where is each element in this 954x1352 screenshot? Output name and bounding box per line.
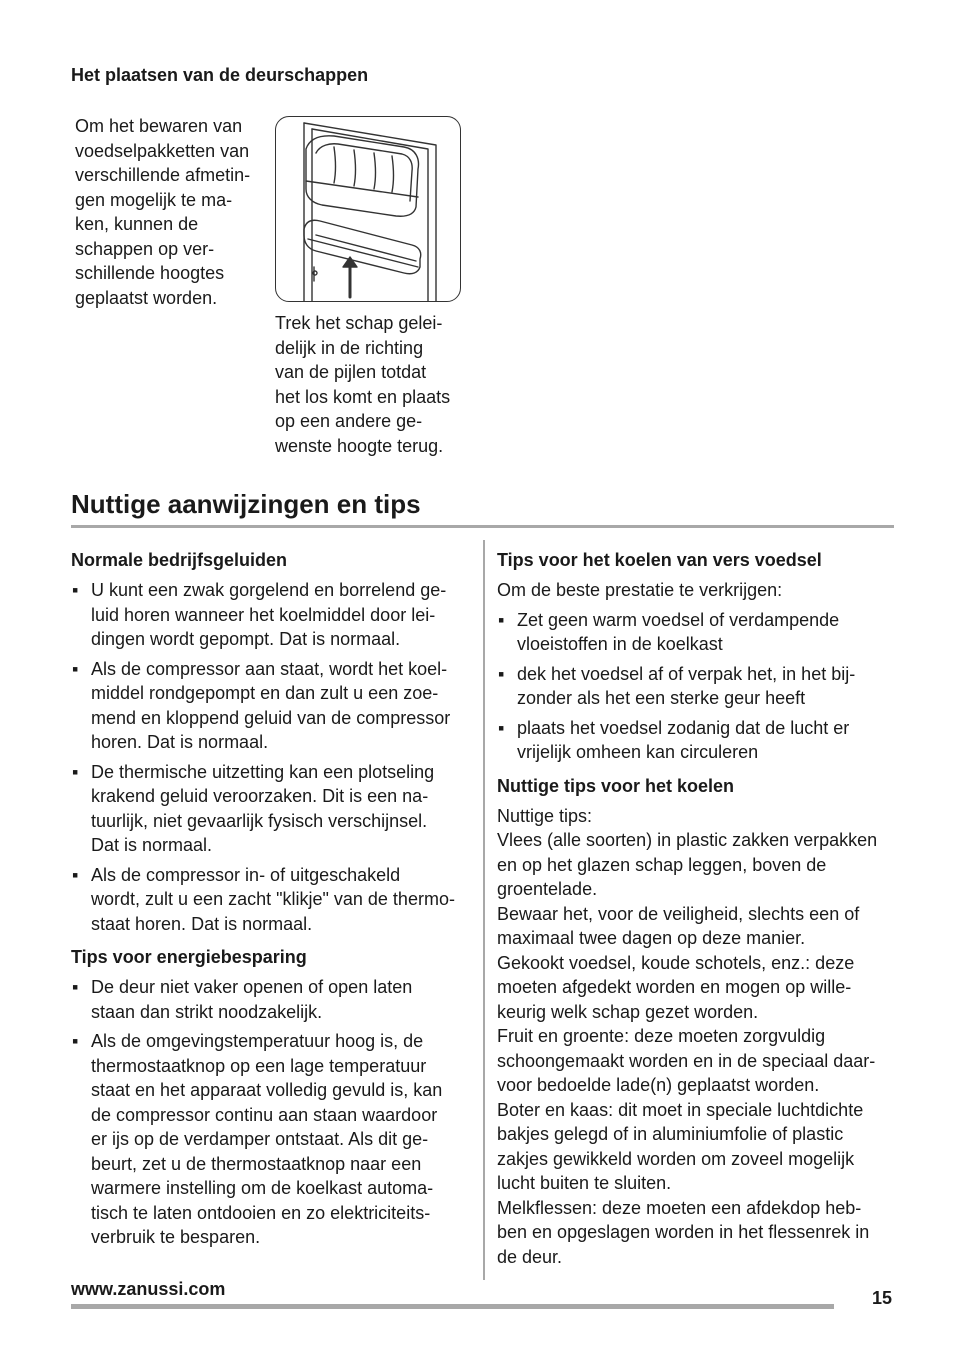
text-line: vrijelijk omheen kan circuleren [517, 742, 759, 762]
bullet-icon: ▪ [72, 1031, 79, 1051]
text-line: Zet geen warm voedsel of verdampende [517, 609, 840, 630]
noise-list [71, 578, 471, 936]
text-line: keurig welk schap gezet worden. [497, 1001, 759, 1022]
text-line: lucht buiten te sluiten. [497, 1173, 672, 1193]
page-title: Nuttige aanwijzingen en tips [71, 489, 421, 519]
text-line: gen mogelijk te ma- [75, 189, 233, 210]
text-line: staan dan strikt noodzakelijk. [91, 1001, 323, 1022]
cooling-tips-heading: Nuttige tips voor het koelen [497, 775, 735, 796]
bullet-item [71, 657, 471, 755]
bullet-icon: ▪ [72, 658, 79, 679]
text-line: De deur niet vaker openen of open laten [91, 977, 413, 997]
text-line: Melkflessen: deze moeten een afdekdop heb- [497, 1197, 862, 1218]
text-line: Als de compressor aan staat, wordt het koel- [91, 658, 448, 679]
cooling-tips-body [497, 804, 897, 1270]
text-line: thermostaatknop op een lage temperatuur [91, 1055, 427, 1076]
text-line: er ijs op de verdamper ontstaat. Als dit ge- [91, 1129, 429, 1149]
text-line: schoongemaakt worden en in de speciaal daar- [497, 1050, 876, 1071]
bullet-icon: ▪ [498, 609, 505, 630]
bullet-item [71, 975, 471, 1024]
text-line: voor bedoelde lade(n) geplaatst worden. [497, 1075, 820, 1095]
text-line: bakjes gelegd of in aluminiumfolie of plastic [497, 1124, 844, 1144]
text-line: op een andere ge- [275, 411, 423, 431]
footer-url: www.zanussi.com [71, 1279, 226, 1299]
text-line: zakjes gewikkeld worden om zoveel mogelijk [497, 1148, 855, 1169]
text-line: en op het glazen schap leggen, boven de [497, 854, 827, 875]
text-line: verschillende afmetin- [75, 165, 251, 185]
text-line: beurt, zet u de thermostaatknop naar een [91, 1153, 422, 1174]
bullet-icon: ▪ [72, 977, 79, 997]
bullet-icon: ▪ [498, 717, 505, 738]
fresh-food-list [497, 608, 897, 765]
title-divider [71, 525, 894, 528]
section-title: Het plaatsen van de deurschappen [71, 65, 369, 85]
text-line: Dat is normaal. [91, 835, 213, 855]
page-number: 15 [872, 1288, 893, 1308]
text-line: delijk in de richting [275, 337, 424, 358]
text-line: Als de omgevingstemperatuur hoog is, de [91, 1031, 424, 1051]
footer-divider [71, 1304, 834, 1309]
text-line: van de pijlen totdat [275, 362, 427, 382]
text-line: Als de compressor in- of uitgeschakeld [91, 864, 401, 885]
column-divider [483, 540, 485, 1280]
text-line: Nuttige tips: [497, 805, 593, 826]
energy-list [71, 975, 471, 1250]
text-line: tuurlijk, niet gevaarlijk fysisch verschijnsel. [91, 810, 428, 831]
text-line: geplaatst worden. [75, 287, 218, 308]
text-line: luid horen wanneer het koelmiddel door lei- [91, 604, 436, 625]
intro-paragraph [75, 114, 270, 310]
bullet-item [497, 716, 897, 765]
text-line: plaats het voedsel zodanig dat de lucht er [517, 717, 850, 738]
bullet-item [71, 578, 471, 652]
fresh-food-heading: Tips voor het koelen van vers voedsel [497, 550, 822, 570]
text-line: vloeistoffen in de koelkast [517, 634, 723, 654]
text-line: Boter en kaas: dit moet in speciale luchtdichte [497, 1099, 864, 1120]
energy-heading: Tips voor energiebesparing [71, 947, 307, 967]
text-line: Fruit en groente: deze moeten zorgvuldig [497, 1026, 826, 1046]
text-line: De thermische uitzetting kan een plotseling [91, 761, 435, 782]
text-line: Vlees (alle soorten) in plastic zakken verpakken [497, 830, 878, 850]
text-line: krakend geluid veroorzaken. Dit is een na- [91, 786, 429, 806]
bullet-icon: ▪ [72, 761, 79, 782]
text-line: verbruik te besparen. [91, 1227, 261, 1247]
text-line: schappen op ver- [75, 238, 215, 259]
text-line: staat horen. Dat is normaal. [91, 913, 313, 934]
text-line: dek het voedsel af of verpak het, in het bij- [517, 663, 856, 684]
bullet-item [71, 863, 471, 937]
figure-caption [275, 311, 470, 458]
text-line: voedselpakketten van [75, 140, 250, 161]
bullet-item [497, 608, 897, 657]
text-line: de deur. [497, 1246, 563, 1267]
door-shelf-illustration [275, 116, 461, 302]
bullet-item [497, 662, 897, 711]
text-line: wordt, zult u een zacht "klikje" van de thermo- [91, 889, 455, 909]
text-line: wenste hoogte terug. [275, 435, 444, 456]
text-line: middel rondgepompt en dan zult u een zoe- [91, 683, 439, 703]
left-column [71, 548, 471, 1255]
text-line: U kunt een zwak gorgelend en borrelend ge- [91, 580, 447, 600]
text-line: schillende hoogtes [75, 263, 225, 283]
text-line: moeten afgedekt worden en mogen op wille- [497, 977, 852, 997]
text-line: dingen wordt gepompt. Dat is normaal. [91, 629, 401, 649]
text-line: warmere instelling om de koelkast automa- [91, 1178, 434, 1198]
bullet-icon: ▪ [72, 864, 79, 885]
text-line: ben en opgeslagen worden in het flessenrek in [497, 1222, 870, 1242]
text-line: Om het bewaren van [75, 116, 243, 136]
text-line: tisch te laten ontdooien en zo elektriciteits- [91, 1202, 431, 1223]
text-line: staat en het apparaat volledig gevuld is, kan [91, 1080, 443, 1100]
bullet-item [71, 760, 471, 858]
text-line: ken, kunnen de [75, 214, 199, 234]
text-line: het los komt en plaats [275, 386, 451, 407]
text-line: mend en kloppend geluid van de compressor [91, 707, 451, 728]
text-line: horen. Dat is normaal. [91, 732, 269, 752]
bullet-item [71, 1029, 471, 1250]
text-line: Bewaar het, voor de veiligheid, slechts een of [497, 903, 860, 924]
text-line: Trek het schap gelei- [275, 313, 443, 333]
text-line: de compressor continu aan staan waardoor [91, 1104, 438, 1125]
noise-heading: Normale bedrijfsgeluiden [71, 550, 288, 570]
text-line: Gekookt voedsel, koude schotels, enz.: deze [497, 952, 855, 973]
fresh-food-lead: Om de beste prestatie te verkrijgen: [497, 580, 783, 600]
text-line: maximaal twee dagen op deze manier. [497, 928, 806, 948]
bullet-icon: ▪ [72, 580, 79, 600]
text-line: groentelade. [497, 879, 598, 899]
bullet-icon: ▪ [498, 663, 505, 684]
text-line: zonder als het een sterke geur heeft [517, 688, 806, 708]
right-column [497, 548, 897, 1269]
